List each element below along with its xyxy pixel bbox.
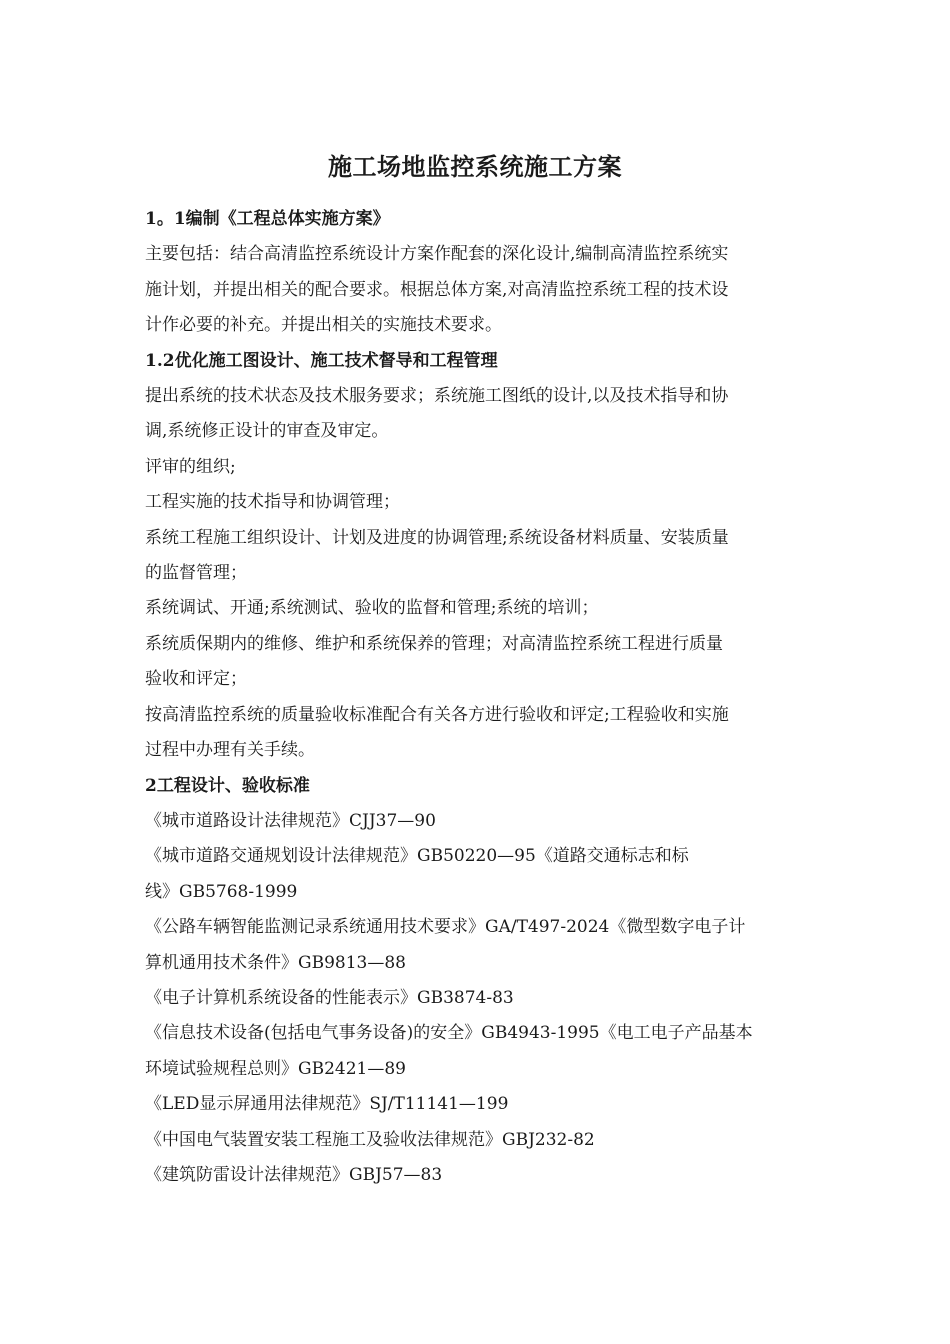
text-line: 线》GB5768-1999 xyxy=(145,881,298,902)
text-line: 《电子计算机系统设备的性能表示》GB3874-83 xyxy=(145,987,514,1008)
text-line: 评审的组织; xyxy=(145,456,236,477)
section-heading: 2工程设计、验收标准 xyxy=(145,775,310,796)
text-line: 施计划，并提出相关的配合要求。根据总体方案,对高清监控系统工程的技术设 xyxy=(145,279,729,300)
text-line: 《城市道路设计法律规范》CJJ37—90 xyxy=(145,810,436,831)
document-body xyxy=(145,202,815,1193)
text-line: 调,系统修正设计的审查及审定。 xyxy=(145,421,389,442)
text-line: 工程实施的技术指导和协调管理； xyxy=(145,492,400,513)
text-line: 系统调试、开通;系统测试、验收的监督和管理;系统的培训； xyxy=(145,598,599,619)
text-line: 《LED显示屏通用法律规范》SJ/T11141—199 xyxy=(145,1094,509,1115)
section-heading: 1.2优化施工图设计、施工技术督导和工程管理 xyxy=(145,350,498,371)
text-line: 算机通用技术条件》GB9813—88 xyxy=(145,952,406,973)
text-line: 系统质保期内的维修、维护和系统保养的管理；对高清监控系统工程进行质量 xyxy=(145,633,723,654)
text-line: 的监督管理； xyxy=(145,563,247,584)
text-line: 过程中办理有关手续。 xyxy=(145,740,315,761)
text-line: 主要包括：结合高清监控系统设计方案作配套的深化设计,编制高清监控系统实 xyxy=(145,244,729,265)
document-title: 施工场地监控系统施工方案 xyxy=(328,152,622,181)
text-line: 《城市道路交通规划设计法律规范》GB50220—95《道路交通标志和标 xyxy=(145,846,689,867)
text-line: 系统工程施工组织设计、计划及进度的协调管理;系统设备材料质量、安装质量 xyxy=(145,527,729,548)
text-line: 验收和评定； xyxy=(145,669,247,690)
text-line: 《信息技术设备(包括电气事务设备)的安全》GB4943-1995《电工电子产品基本 xyxy=(145,1023,753,1044)
text-line: 环境试验规程总则》GB2421—89 xyxy=(145,1058,406,1079)
text-line: 计作必要的补充。并提出相关的实施技术要求。 xyxy=(145,315,502,336)
text-line: 《公路车辆智能监测记录系统通用技术要求》GA/T497-2024《微型数字电子计 xyxy=(145,917,746,938)
text-line: 《中国电气装置安装工程施工及验收法律规范》GBJ232-82 xyxy=(145,1129,595,1150)
text-line: 《建筑防雷设计法律规范》GBJ57—83 xyxy=(145,1164,443,1185)
section-heading: 1。1编制《工程总体实施方案》 xyxy=(145,209,390,229)
text-line: 按高清监控系统的质量验收标准配合有关各方进行验收和评定;工程验收和实施 xyxy=(145,704,729,725)
text-line: 提出系统的技术状态及技术服务要求；系统施工图纸的设计,以及技术指导和协 xyxy=(145,386,729,407)
